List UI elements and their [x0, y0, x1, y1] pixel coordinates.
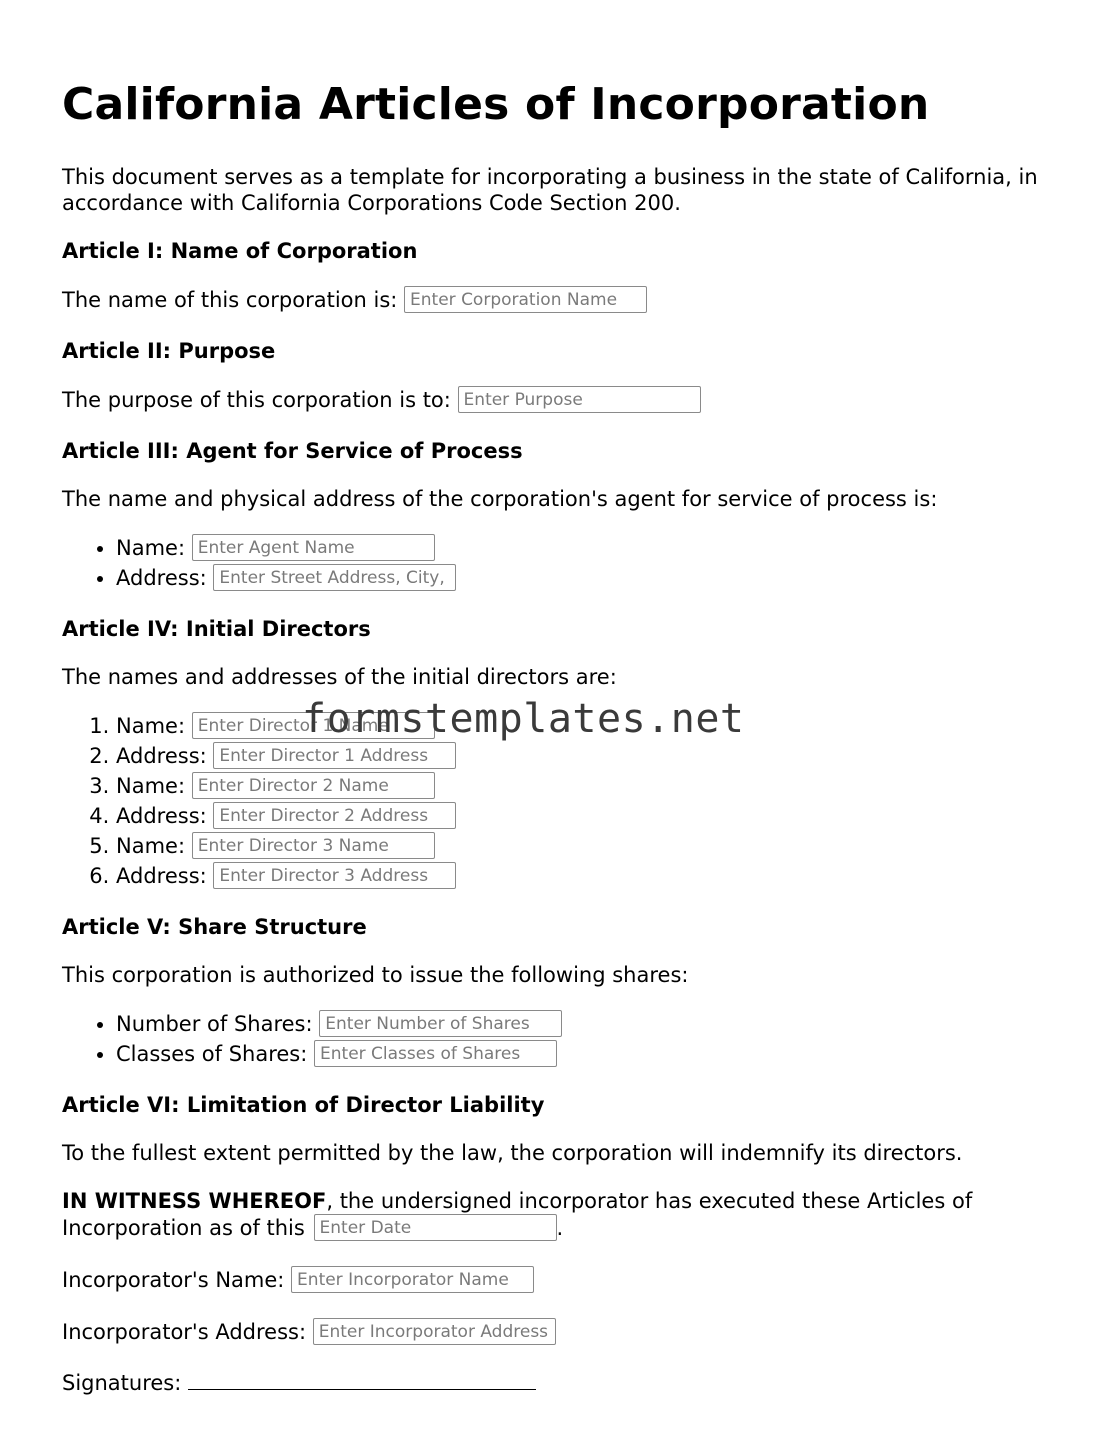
shares-list — [62, 1010, 1062, 1070]
list-item — [116, 1010, 1062, 1040]
director-1-name-input[interactable] — [192, 712, 435, 739]
date-input[interactable] — [314, 1214, 557, 1241]
article-4-text: The names and addresses of the initial directors are: — [62, 665, 617, 689]
number-of-shares-input[interactable] — [319, 1010, 562, 1037]
article-1-line — [62, 286, 1062, 316]
list-item — [116, 1040, 1062, 1070]
article-5-heading: Article V: Share Structure — [62, 915, 367, 939]
director-2-address-label: Address: — [116, 804, 207, 828]
incorporator-name-label: Incorporator's Name: — [62, 1268, 285, 1292]
article-6-heading: Article VI: Limitation of Director Liability — [62, 1093, 545, 1117]
intro-text: This document serves as a template for incorporating a business in the state of California, in accordance with California Corporations Code Section 200. — [62, 165, 1038, 215]
witness-paragraph — [62, 1188, 1062, 1244]
incorporator-address-input[interactable] — [313, 1318, 556, 1345]
classes-of-shares-input[interactable] — [314, 1040, 557, 1067]
signatures-line — [62, 1370, 1062, 1396]
article-2-line — [62, 386, 1062, 416]
article-3-text: The name and physical address of the corporation's agent for service of process is: — [62, 487, 938, 511]
list-item — [116, 772, 1062, 802]
article-2-heading: Article II: Purpose — [62, 339, 276, 363]
article-5-text: This corporation is authorized to issue the following shares: — [62, 963, 689, 987]
page-title: California Articles of Incorporation — [62, 79, 930, 130]
watermark: formstemplates.net — [302, 696, 745, 742]
witness-text: , the undersigned incorporator has executed these Articles of Incorporation as of this — [62, 1189, 973, 1240]
purpose-label: The purpose of this corporation is to: — [62, 388, 451, 412]
signatures-label: Signatures: — [62, 1371, 182, 1395]
directors-list — [62, 712, 1062, 892]
article-1-heading: Article I: Name of Corporation — [62, 239, 418, 263]
number-of-shares-label: Number of Shares: — [116, 1012, 313, 1036]
purpose-input[interactable] — [458, 386, 701, 413]
list-item — [116, 832, 1062, 862]
director-3-name-input[interactable] — [192, 832, 435, 859]
agent-name-input[interactable] — [192, 534, 435, 561]
agent-name-label: Name: — [116, 536, 186, 560]
director-1-address-label: Address: — [116, 744, 207, 768]
list-item — [116, 712, 1062, 742]
witness-end: . — [556, 1216, 564, 1240]
agent-address-input[interactable] — [213, 564, 456, 591]
director-3-name-label: Name: — [116, 834, 186, 858]
signature-blank[interactable] — [188, 1371, 536, 1390]
list-item — [116, 802, 1062, 832]
corporation-name-input[interactable] — [404, 286, 647, 313]
director-2-name-label: Name: — [116, 774, 186, 798]
incorporator-address-label: Incorporator's Address: — [62, 1320, 307, 1344]
agent-address-label: Address: — [116, 566, 207, 590]
agent-list — [62, 534, 1062, 594]
director-3-address-input[interactable] — [213, 862, 456, 889]
corporation-name-label: The name of this corporation is: — [62, 288, 398, 312]
incorporator-name-line — [62, 1266, 1062, 1296]
classes-of-shares-label: Classes of Shares: — [116, 1042, 308, 1066]
incorporator-address-line — [62, 1318, 1062, 1348]
document — [62, 78, 1062, 1418]
director-2-address-input[interactable] — [213, 802, 456, 829]
director-2-name-input[interactable] — [192, 772, 435, 799]
director-3-address-label: Address: — [116, 864, 207, 888]
article-6-text: To the fullest extent permitted by the law, the corporation will indemnify its directors. — [62, 1141, 963, 1165]
list-item — [116, 534, 1062, 564]
list-item — [116, 742, 1062, 772]
list-item — [116, 564, 1062, 594]
witness-bold: IN WITNESS WHEREOF — [62, 1189, 327, 1213]
article-4-heading: Article IV: Initial Directors — [62, 617, 371, 641]
article-3-heading: Article III: Agent for Service of Process — [62, 439, 523, 463]
incorporator-name-input[interactable] — [291, 1266, 534, 1293]
director-1-name-label: Name: — [116, 714, 186, 738]
director-1-address-input[interactable] — [213, 742, 456, 769]
list-item — [116, 862, 1062, 892]
